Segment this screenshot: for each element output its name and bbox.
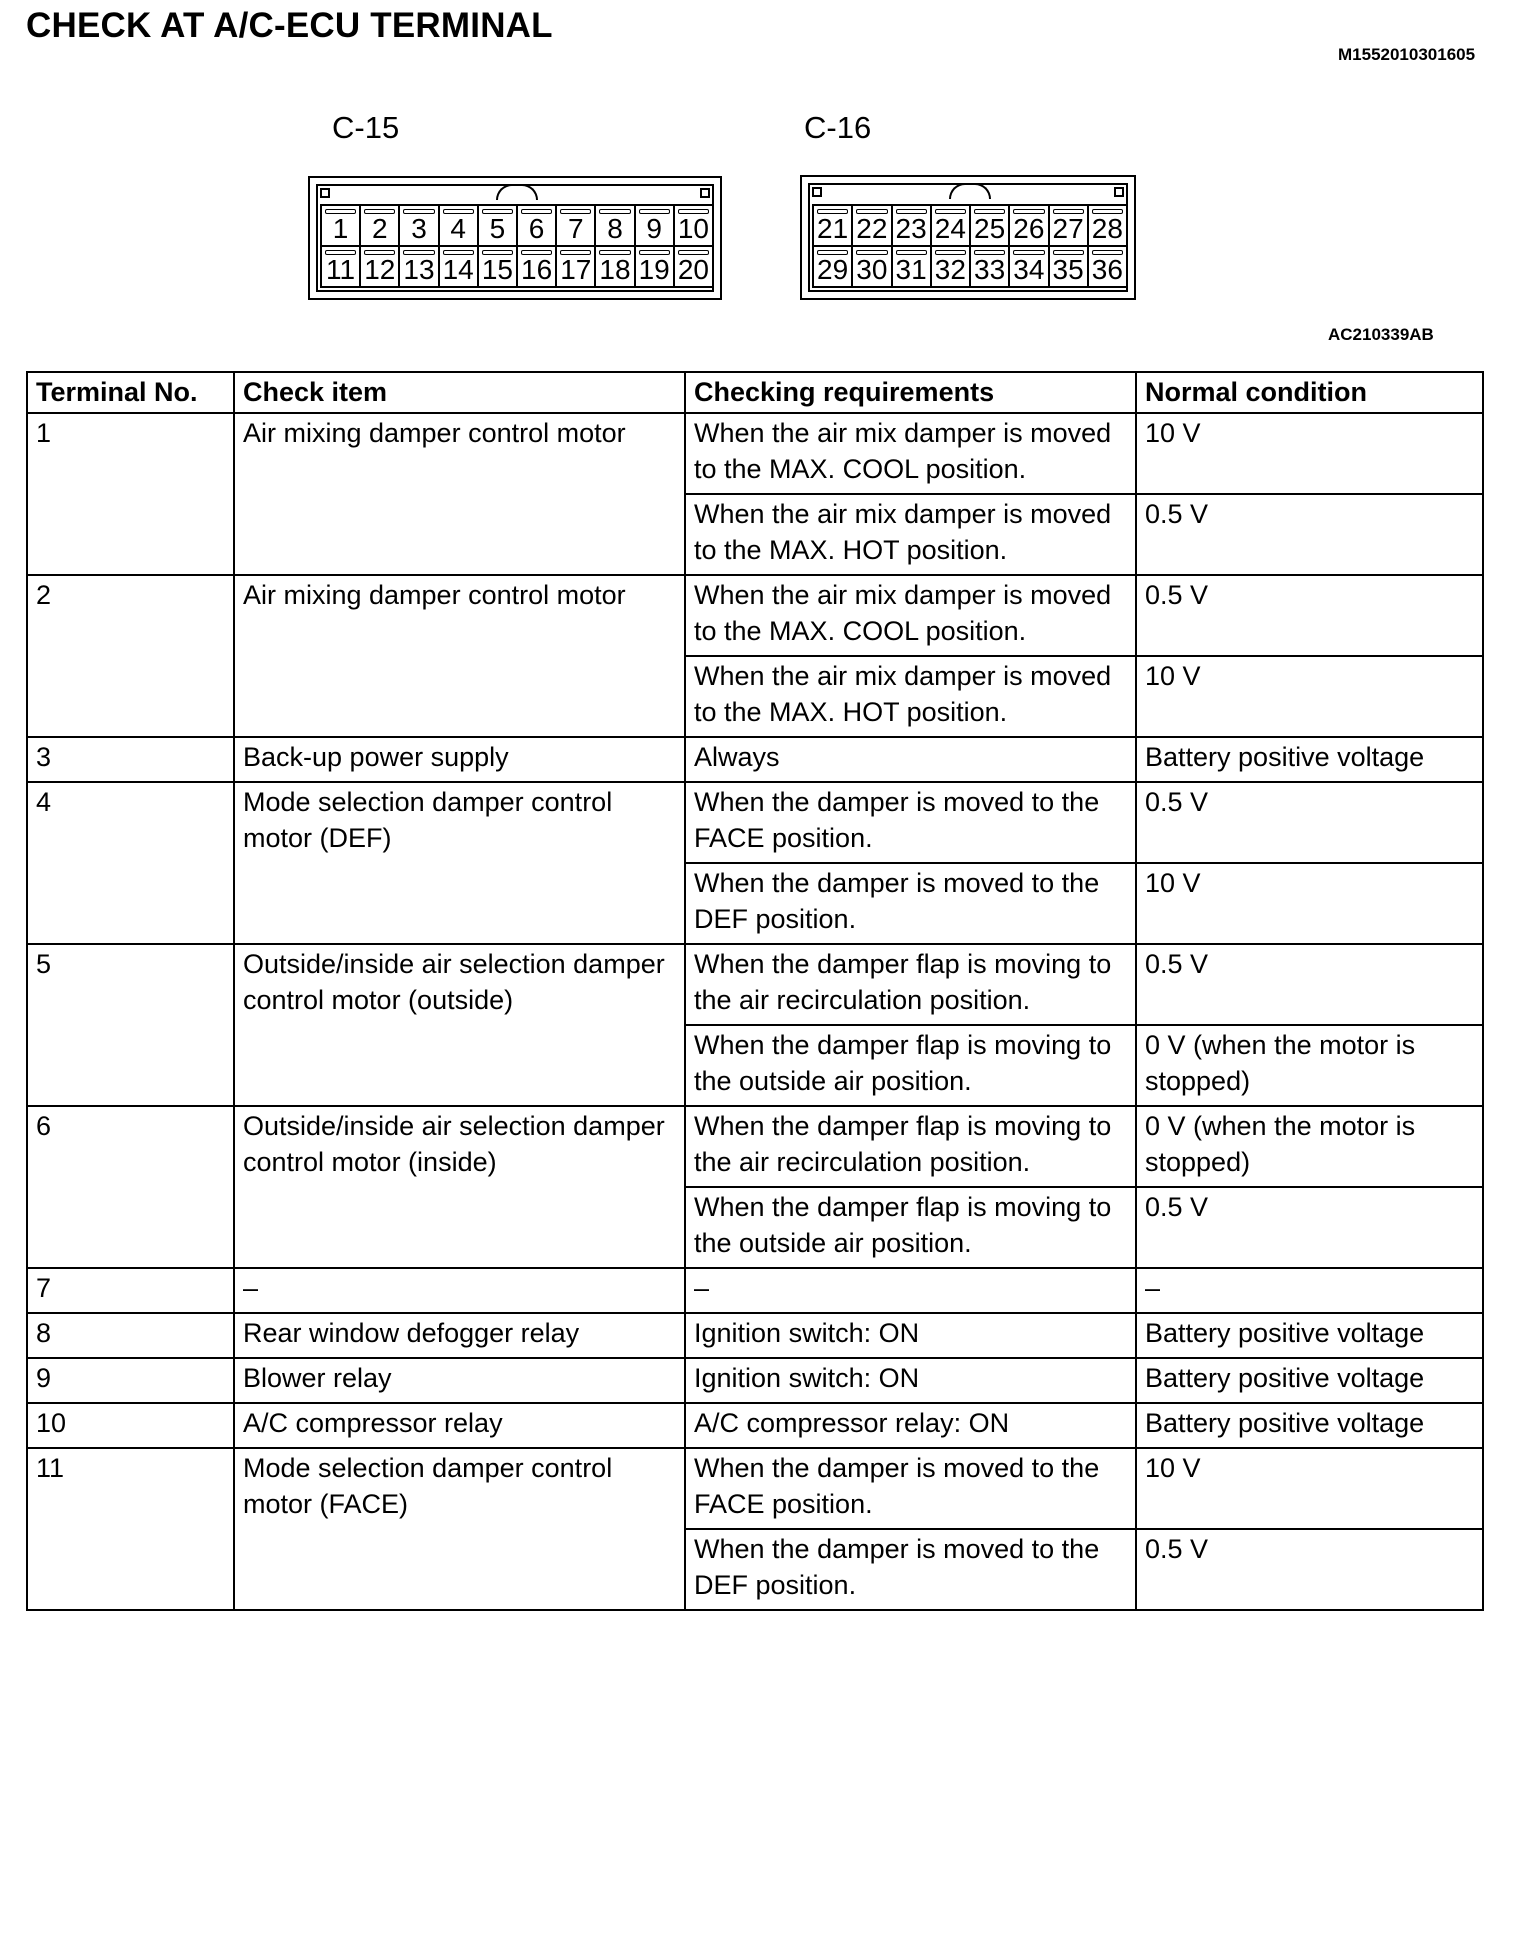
connector-pin: 11 (322, 247, 361, 288)
normal-condition-cell: 0 V (when the motor is stopped) (1136, 1025, 1483, 1106)
connector-pin: 31 (893, 247, 932, 288)
checking-requirement-cell: Ignition switch: ON (685, 1313, 1136, 1358)
terminal-number-cell: 3 (27, 737, 234, 782)
header-terminal-no: Terminal No. (27, 372, 234, 413)
connector-pin: 36 (1089, 247, 1128, 288)
check-item-cell: Blower relay (234, 1358, 685, 1403)
connector-c16-diagram (800, 175, 1136, 300)
terminal-check-table (26, 371, 1484, 1611)
connector-pin: 16 (518, 247, 557, 288)
terminal-number-cell: 10 (27, 1403, 234, 1448)
connector-pin: 2 (361, 206, 400, 247)
connector-pin: 18 (596, 247, 635, 288)
connector-pin: 13 (400, 247, 439, 288)
connector-c15-label: C-15 (332, 110, 400, 145)
header-normal-condition: Normal condition (1136, 372, 1483, 413)
connector-pin: 9 (636, 206, 675, 247)
table-row (27, 1448, 1483, 1529)
check-item-cell: Mode selection damper control motor (DEF) (234, 782, 685, 944)
checking-requirement-cell: When the damper flap is moving to the outside air position. (685, 1025, 1136, 1106)
checking-requirement-cell: Ignition switch: ON (685, 1358, 1136, 1403)
checking-requirement-cell: When the air mix damper is moved to the MAX. HOT position. (685, 494, 1136, 575)
normal-condition-cell: – (1136, 1268, 1483, 1313)
connector-pin: 23 (893, 206, 932, 247)
table-row (27, 575, 1483, 656)
connector-key-icon (949, 183, 991, 199)
normal-condition-cell: 0.5 V (1136, 575, 1483, 656)
checking-requirement-cell: A/C compressor relay: ON (685, 1403, 1136, 1448)
normal-condition-cell: 0.5 V (1136, 782, 1483, 863)
table-row (27, 1403, 1483, 1448)
connector-pin: 10 (675, 206, 714, 247)
checking-requirement-cell: When the damper is moved to the DEF position. (685, 863, 1136, 944)
check-item-cell: A/C compressor relay (234, 1403, 685, 1448)
connector-pin: 22 (853, 206, 892, 247)
terminal-number-cell: 7 (27, 1268, 234, 1313)
checking-requirement-cell: – (685, 1268, 1136, 1313)
check-item-cell: Outside/inside air selection damper control motor (outside) (234, 944, 685, 1106)
checking-requirement-cell: When the damper flap is moving to the air recirculation position. (685, 1106, 1136, 1187)
normal-condition-cell: Battery positive voltage (1136, 1403, 1483, 1448)
document-id: M1552010301605 (1338, 45, 1476, 64)
terminal-number-cell: 1 (27, 413, 234, 575)
normal-condition-cell: 10 V (1136, 1448, 1483, 1529)
terminal-number-cell: 11 (27, 1448, 234, 1610)
header-check-item: Check item (234, 372, 685, 413)
check-item-cell: Outside/inside air selection damper control motor (inside) (234, 1106, 685, 1268)
normal-condition-cell: 0.5 V (1136, 1529, 1483, 1610)
header-checking-requirements: Checking requirements (685, 372, 1136, 413)
pin-grid (812, 204, 1128, 288)
connector-pin: 5 (479, 206, 518, 247)
connector-pin: 6 (518, 206, 557, 247)
connector-pin: 30 (853, 247, 892, 288)
normal-condition-cell: 0.5 V (1136, 944, 1483, 1025)
checking-requirement-cell: When the air mix damper is moved to the MAX. HOT position. (685, 656, 1136, 737)
connector-c16-label: C-16 (804, 110, 872, 145)
check-item-cell: – (234, 1268, 685, 1313)
connector-pin: 21 (814, 206, 853, 247)
connector-key-icon (496, 184, 538, 200)
check-item-cell: Mode selection damper control motor (FACE) (234, 1448, 685, 1610)
connector-pin: 17 (557, 247, 596, 288)
page-title: CHECK AT A/C-ECU TERMINAL (26, 6, 553, 45)
checking-requirement-cell: When the damper is moved to the FACE position. (685, 782, 1136, 863)
checking-requirement-cell: When the air mix damper is moved to the MAX. COOL position. (685, 575, 1136, 656)
connector-pin: 20 (675, 247, 714, 288)
checking-requirement-cell: Always (685, 737, 1136, 782)
connector-pin: 29 (814, 247, 853, 288)
connector-pin: 4 (440, 206, 479, 247)
connector-pin: 26 (1010, 206, 1049, 247)
checking-requirement-cell: When the damper flap is moving to the air recirculation position. (685, 944, 1136, 1025)
connector-pin: 25 (971, 206, 1010, 247)
terminal-number-cell: 8 (27, 1313, 234, 1358)
checking-requirement-cell: When the damper is moved to the FACE position. (685, 1448, 1136, 1529)
pin-grid (320, 204, 714, 288)
connector-c15-diagram (308, 176, 722, 300)
connector-pin: 35 (1050, 247, 1089, 288)
table-row (27, 1358, 1483, 1403)
connector-pin: 24 (932, 206, 971, 247)
normal-condition-cell: Battery positive voltage (1136, 1313, 1483, 1358)
normal-condition-cell: 0 V (when the motor is stopped) (1136, 1106, 1483, 1187)
terminal-number-cell: 4 (27, 782, 234, 944)
check-item-cell: Back-up power supply (234, 737, 685, 782)
connector-pin: 1 (322, 206, 361, 247)
table-row (27, 1106, 1483, 1187)
table-row (27, 944, 1483, 1025)
checking-requirement-cell: When the air mix damper is moved to the MAX. COOL position. (685, 413, 1136, 494)
check-item-cell: Air mixing damper control motor (234, 413, 685, 575)
checking-requirement-cell: When the damper flap is moving to the outside air position. (685, 1187, 1136, 1268)
connector-pin: 8 (596, 206, 635, 247)
connector-pin: 3 (400, 206, 439, 247)
check-item-cell: Rear window defogger relay (234, 1313, 685, 1358)
connector-pin: 19 (636, 247, 675, 288)
normal-condition-cell: Battery positive voltage (1136, 737, 1483, 782)
connector-latch-icon (700, 188, 710, 198)
connector-pin: 32 (932, 247, 971, 288)
table-row (27, 1313, 1483, 1358)
connector-latch-icon (812, 187, 822, 197)
connector-pin: 12 (361, 247, 400, 288)
normal-condition-cell: Battery positive voltage (1136, 1358, 1483, 1403)
connector-latch-icon (320, 188, 330, 198)
connector-pin: 28 (1089, 206, 1128, 247)
terminal-number-cell: 5 (27, 944, 234, 1106)
connector-pin: 15 (479, 247, 518, 288)
connector-latch-icon (1114, 187, 1124, 197)
figure-id: AC210339AB (1328, 325, 1434, 344)
connector-pin: 14 (440, 247, 479, 288)
normal-condition-cell: 10 V (1136, 413, 1483, 494)
connector-pin: 7 (557, 206, 596, 247)
terminal-number-cell: 6 (27, 1106, 234, 1268)
terminal-number-cell: 9 (27, 1358, 234, 1403)
table-body (27, 413, 1483, 1610)
table-row (27, 737, 1483, 782)
table-row (27, 1268, 1483, 1313)
normal-condition-cell: 10 V (1136, 863, 1483, 944)
connector-pin: 33 (971, 247, 1010, 288)
normal-condition-cell: 0.5 V (1136, 494, 1483, 575)
table-header-row (27, 372, 1483, 413)
table-row (27, 413, 1483, 494)
checking-requirement-cell: When the damper is moved to the DEF position. (685, 1529, 1136, 1610)
terminal-number-cell: 2 (27, 575, 234, 737)
table-row (27, 782, 1483, 863)
normal-condition-cell: 10 V (1136, 656, 1483, 737)
connector-pin: 34 (1010, 247, 1049, 288)
check-item-cell: Air mixing damper control motor (234, 575, 685, 737)
connector-pin: 27 (1050, 206, 1089, 247)
normal-condition-cell: 0.5 V (1136, 1187, 1483, 1268)
